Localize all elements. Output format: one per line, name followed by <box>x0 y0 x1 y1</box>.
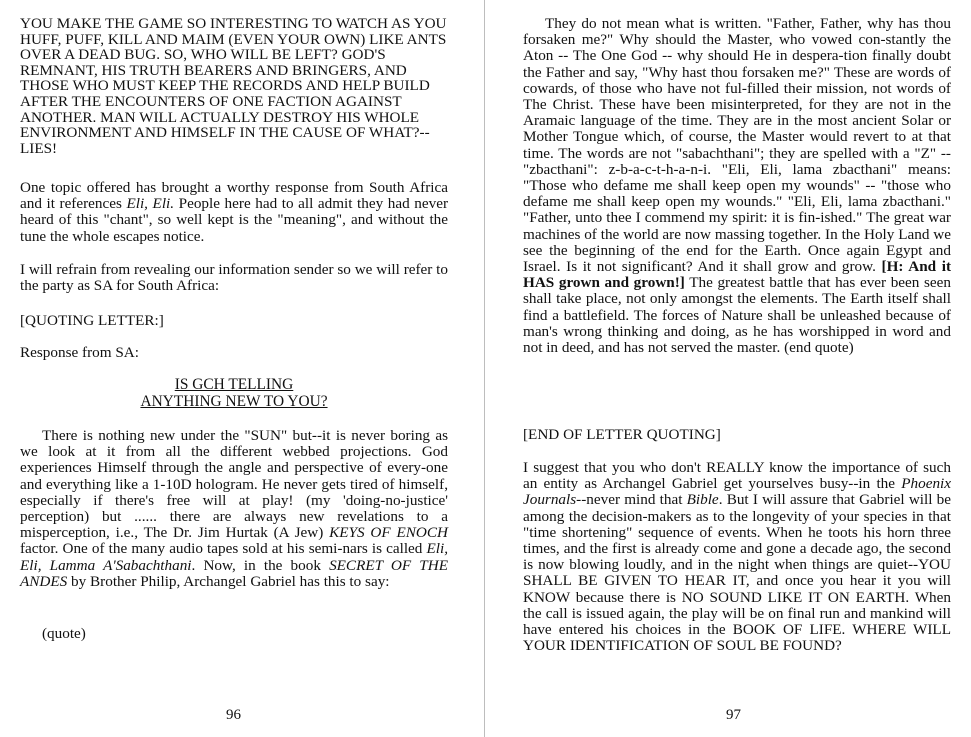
section-heading <box>20 376 448 410</box>
quoting-letter-label: [QUOTING LETTER:] <box>20 312 164 329</box>
paragraph-nothing-new: There is nothing new under the "SUN" but--it is never boring as we look at it from all the different webbed projections. God experiences Himself through the angle and perspective of every-one and everything like a 1-10D hologram. He never gets tired of himself, especially if there's free will at play! (my 'doing-no-justice' perception) but ...... there are always new revelations to a misperception, i.e., The Dr. Jim Hurtak (A Jew) KEYS OF ENOCH factor. One of the many audio tapes sold at his semi-nars is called Eli, Eli, Lamma A'Sabachthani. Now, in the book SECRET OF THE ANDES by Brother Philip, Archangel Gabriel has this to say: <box>20 427 448 590</box>
page-number-left: 96 <box>226 707 241 723</box>
caps-paragraph: YOU MAKE THE GAME SO INTERESTING TO WATCH AS YOU HUFF, PUFF, KILL AND MAIM (EVEN YOUR OWN) LIKE ANTS OVER A DEAD BUG. SO, WHO WILL BE LEFT? GOD'S REMNANT, HIS TRUTH BEARERS AND BRINGERS, AND THOSE WHO MUST KEEP THE RECORDS AND HELP BUILD AFTER THE ENCOUNTERS OF ONE FACTION AGAINST ANOTHER. MAN WILL ACTUALLY DESTROY HIS WHOLE ENVIRONMENT AND HIMSELF IN THE CAUSE OF WHAT?--LIES! <box>20 15 447 157</box>
response-label: Response from SA: <box>20 344 139 361</box>
right-page <box>486 0 971 737</box>
paragraph-refrain: I will refrain from revealing our information sender so we will refer to the party as SA for South Africa: <box>20 261 448 295</box>
paragraph-south-africa: One topic offered has brought a worthy response from South Africa and it references Eli, Eli. People here had to all admit they had never heard of this "chant", so well kept is the "meaning", and without the tune the whole escapes notice. <box>20 179 449 245</box>
paragraph-gabriel: I suggest that you who don't REALLY know the importance of such an entity as Archangel Gabriel get yourselves busy--in the Phoenix Journals--never mind that Bible. But I will assure that Gabriel will be among the decision-makers as to the longevity of your species in that "time shortening" sequence of events. When he toots his horn three times, and the first is already come and gone a decade ago, the second is now blowing loudly, and in the night when things are quiet--YOU SHALL BE GIVEN TO HEAR IT, and once you hear it you will KNOW because there is NO SOUND LIKE IT ON EARTH. When the call is issued again, the play will be on final run and mankind will have entered his choices in the BOOK OF LIFE. WHERE WILL YOUR IDENTIFICATION OF SOUL BE FOUND? <box>523 459 952 655</box>
page-gutter <box>484 0 485 737</box>
heading-line-2: ANYTHING NEW TO YOU? <box>140 393 328 410</box>
page-number-right: 97 <box>726 707 741 723</box>
quote-marker: (quote) <box>42 625 86 642</box>
end-quoting-label: [END OF LETTER QUOTING] <box>523 426 721 443</box>
heading-line-1: IS GCH TELLING <box>174 376 294 393</box>
paragraph-quote-continued: They do not mean what is written. "Father, Father, why has thou forsaken me?" Why should the Master, who vowed con-stantly the Aton -- The One God -- why should He in despera-tion finally doubt the Father and say, "Why hast thou forsaken me?" These are words of cowards, of those who have not ful-filled their mission, not words of The Christ. These have been misinterpreted, for they are not in the Aramaic language of the time. They are in the most ancient Solar or Mother Tongue which, of course, the Master would revert to at that time. The words are not "sabachthani"; they are spelled with a "Z" -- "zbacthani": z-b-a-c-t-h-a-n-i. "Eli, Eli, lama zbacthani" means: "Those who defame me shall keep open my wounds" -- "those who defame me shall keep open my wounds." "Eli, Eli, lama zbacthani." "Father, unto thee I commend my spirit: it is fin-ished." The great war machines of the world are now massing together. In the Holy Land we see the beginning of the end for the Earth. Once again Egypt and Israel. Is it not significant? And it shall grow and grow. [H: And it HAS grown and grown!] The greatest battle that has ever been seen shall take place, not only amongst the elements. The Earth itself shall find a battlefield. The forces of Nature shall be unleashed because of man's wrong thinking and doing, as he has worshipped in word and not in deed, and has not served the master. (end quote) <box>523 15 952 357</box>
